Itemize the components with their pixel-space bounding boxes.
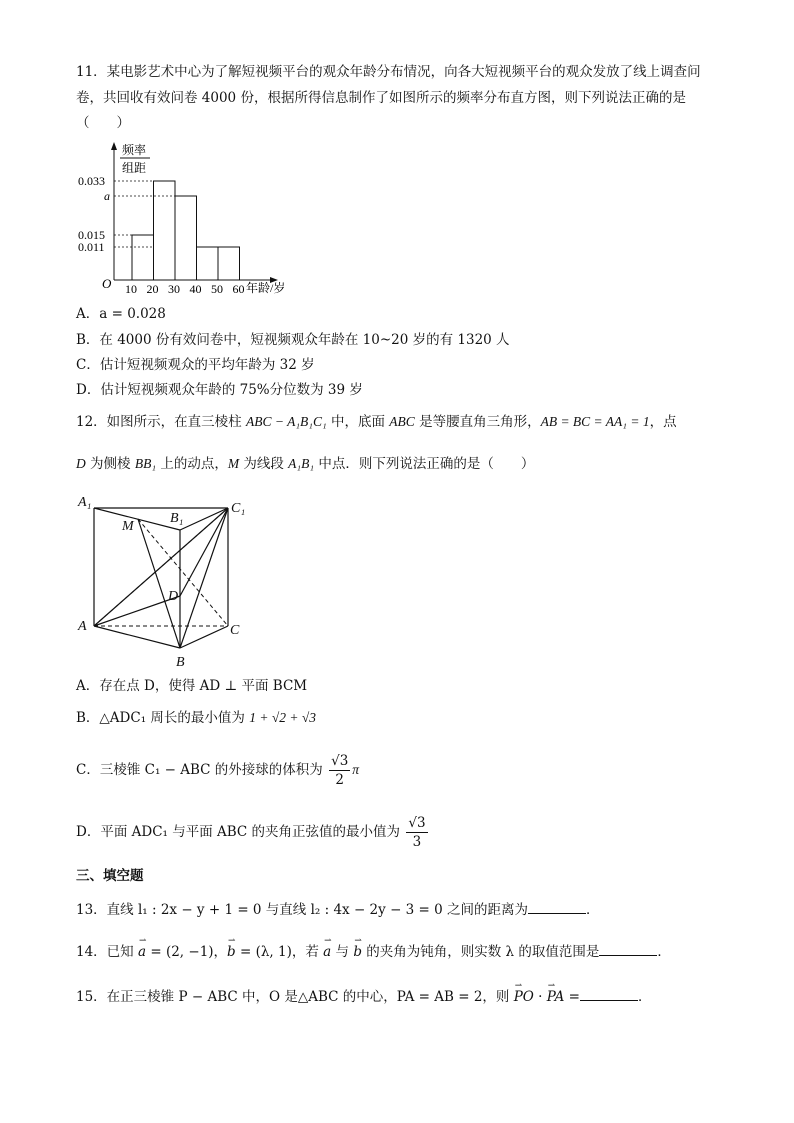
- q11-option-d: D．估计短视频观众年龄的 75%分位数为 39 岁: [76, 382, 363, 398]
- q12-text: 是等腰直角三角形，: [414, 414, 541, 430]
- q12-text: 上的动点，: [156, 456, 228, 472]
- q12-option-d-fraction: [406, 814, 427, 851]
- q12-option-b-value: 1 + √2 + √3: [249, 710, 316, 725]
- q13-line: [76, 899, 600, 920]
- vertex-label: C: [230, 623, 240, 638]
- q12-prism: ABC − A₁B₁C₁: [245, 414, 327, 429]
- vector-po: ⇀ PO: [514, 987, 534, 1007]
- histogram-bar: [197, 247, 219, 280]
- vertex-label: B₁: [170, 511, 184, 526]
- x-tick-label: 50: [211, 282, 223, 296]
- q14-end: ．: [657, 944, 671, 960]
- vertex-label: B: [176, 655, 185, 670]
- q14-text: 与: [331, 944, 354, 960]
- q12-option-b-text: B．△ADC₁ 周长的最小值为: [76, 710, 250, 726]
- q12-text: ，点: [649, 414, 677, 430]
- histogram-bars: [132, 181, 240, 280]
- q12-option-c-pi: π: [352, 762, 360, 777]
- histogram-chart: [76, 140, 316, 300]
- x-tick-label: 20: [146, 282, 159, 296]
- y-tick-labels: [78, 174, 110, 254]
- q12-option-c: [76, 752, 359, 789]
- vertex-label: C₁: [231, 501, 246, 516]
- vector-b: ⇀ b: [227, 942, 236, 962]
- y-label-num: 频率: [122, 143, 147, 157]
- q15-answer-blank[interactable]: [580, 986, 638, 1001]
- q11-option-c: C．估计短视频观众的平均年龄为 32 岁: [76, 357, 315, 373]
- q12-base: ABC: [389, 414, 415, 429]
- histogram-bar: [218, 247, 240, 280]
- q11-option-b: B．在 4000 份有效问卷中，短视频观众年龄在 10~20 岁的有 1320 人: [76, 332, 510, 348]
- vertex-label: D: [168, 589, 179, 604]
- q15-dot: ·: [533, 989, 547, 1005]
- vector-a: ⇀ a: [138, 942, 146, 962]
- q14-b-value: = (λ, 1)，若: [235, 944, 324, 960]
- q12-line2: [76, 454, 534, 474]
- q12-option-c-text: C．三棱锥 C₁ − ABC 的外接球的体积为: [76, 762, 328, 778]
- q12-text: 中点．则下列说法正确的是（ ）: [314, 456, 535, 472]
- vector-a: ⇀ a: [323, 942, 331, 962]
- q11-paren: （ ）: [76, 115, 130, 131]
- q14-text: 的夹角为钝角，则实数 λ 的取值范围是: [361, 944, 600, 960]
- q12-option-a: A．存在点 D，使得 AD ⊥ 平面 BCM: [76, 678, 308, 694]
- q12-option-c-fraction: [329, 752, 350, 789]
- q12-option-b: [76, 708, 316, 728]
- vertex-label: M: [122, 519, 134, 534]
- vertex-label: A₁: [78, 495, 92, 510]
- q12-edge: BB₁: [134, 456, 157, 471]
- origin-label: O: [102, 276, 112, 291]
- vertex-label: A: [78, 619, 87, 634]
- section-title: 三、填空题: [76, 868, 144, 884]
- q12-text: 为侧棱: [85, 456, 135, 472]
- q15-line: [76, 986, 651, 1007]
- q15-text: 15．在正三棱锥 P − ABC 中，O 是△ABC 的中心，PA = AB = 2，则: [76, 989, 514, 1005]
- q12-line1: [76, 412, 677, 432]
- x-tick-label: 60: [232, 282, 245, 296]
- q12-option-d-text: D．平面 ADC₁ 与平面 ABC 的夹角正弦值的最小值为: [76, 824, 405, 840]
- q14-text: 14．已知: [76, 944, 138, 960]
- y-tick-label: 0.033: [78, 174, 105, 188]
- q14-a-value: = (2, −1)，: [146, 944, 228, 960]
- q15-end: ．: [637, 989, 652, 1005]
- x-axis-label: 年龄/岁: [246, 281, 286, 295]
- x-tick-label: 40: [189, 282, 202, 296]
- fraction-numerator: √3: [331, 753, 349, 769]
- vector-b: ⇀ b: [353, 942, 362, 962]
- dashed-reference-lines: [114, 181, 197, 247]
- q14-answer-blank[interactable]: [599, 941, 657, 956]
- q11-option-a: A．a = 0.028: [76, 306, 166, 322]
- y-tick-label: a: [104, 189, 110, 203]
- y-label-den: 组距: [122, 161, 147, 175]
- q12-text: 12．如图所示，在直三棱柱: [76, 414, 246, 430]
- q12-seg: A₁B₁: [288, 456, 315, 471]
- y-tick-label: 0.015: [78, 228, 105, 242]
- q13-text: 13．直线 l₁ : 2x − y + 1 = 0 与直线 l₂ : 4x − 2y − 3 = 0 之间的距离为: [76, 902, 529, 918]
- histogram-bar: [132, 235, 154, 280]
- q11-line1: 11．某电影艺术中心为了解短视频平台的观众年龄分布情况，向各大短视频平台的观众发放了线上调查问: [76, 64, 701, 80]
- fraction-numerator: √3: [408, 815, 426, 831]
- vector-pa: ⇀ PA: [547, 987, 565, 1007]
- y-axis-arrow: [111, 142, 117, 150]
- q12-equal: AB = BC = AA₁ = 1: [540, 414, 650, 429]
- x-tick-label: 10: [125, 282, 137, 296]
- q12-option-d: [76, 814, 430, 851]
- x-tick-labels: [125, 282, 245, 296]
- fraction-denominator: 2: [335, 772, 344, 788]
- prism-figure: [76, 492, 256, 672]
- q14-line: [76, 941, 671, 962]
- q13-answer-blank[interactable]: [528, 899, 586, 914]
- q12-text: 中，底面: [326, 414, 390, 430]
- q12-d: D: [76, 456, 86, 471]
- q13-end: ．: [586, 902, 600, 918]
- q12-text: 为线段: [239, 456, 289, 472]
- histogram-bar: [175, 196, 197, 280]
- y-tick-label: 0.011: [78, 240, 105, 254]
- fraction-denominator: 3: [412, 834, 422, 850]
- q11-line2: 卷，共回收有效问卷 4000 份，根据所得信息制作了如图所示的频率分布直方图，则下列说法正确的是: [76, 90, 686, 106]
- q12-m: M: [227, 456, 240, 471]
- x-tick-label: 30: [168, 282, 180, 296]
- q15-equals: =: [564, 989, 580, 1005]
